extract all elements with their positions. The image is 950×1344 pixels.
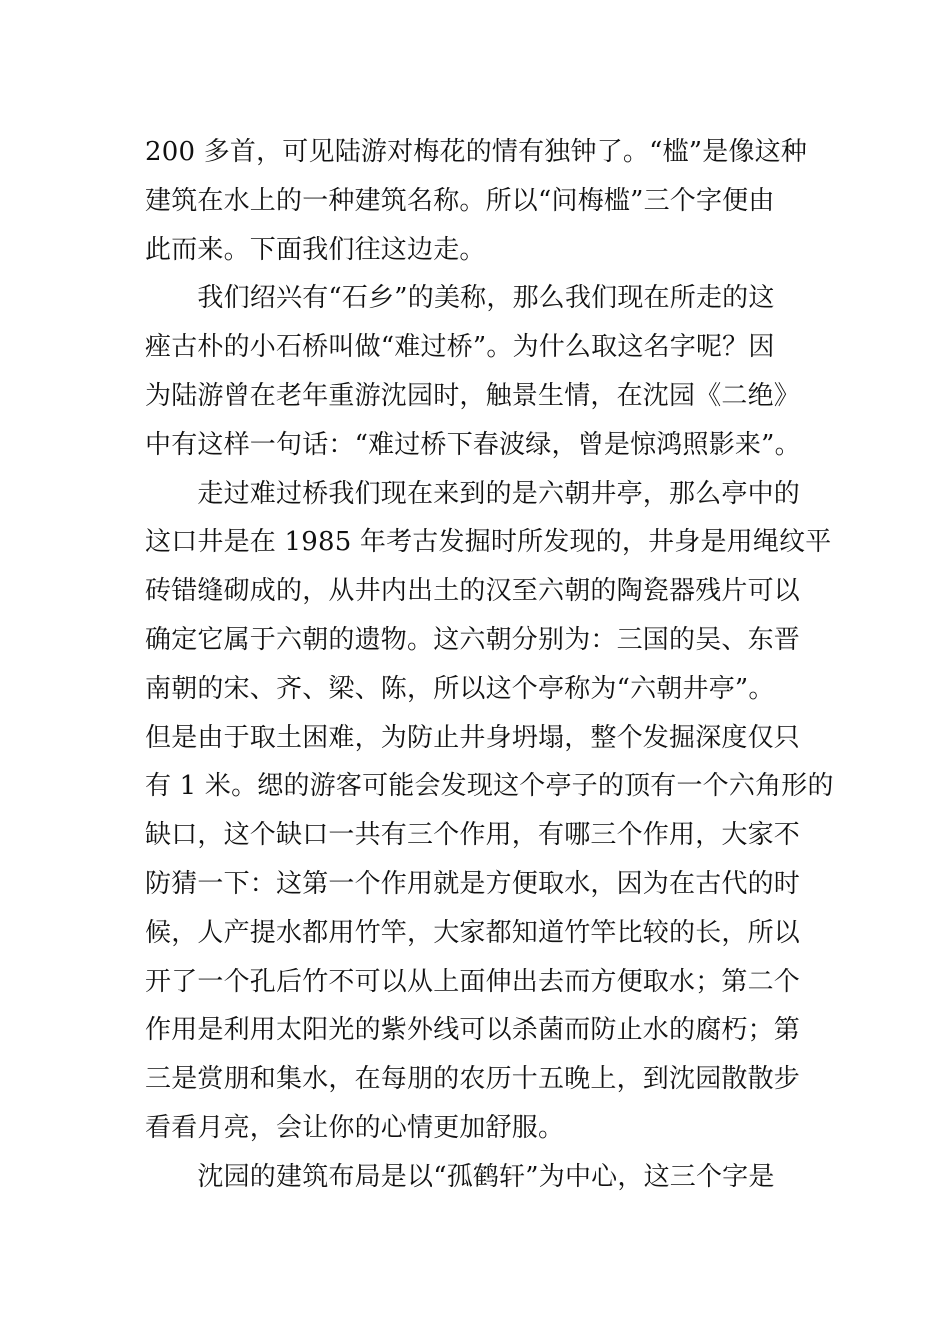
text-line: 此而来。下面我们往这边走。 (145, 234, 486, 265)
text-line: 但是由于取土困难，为防止井身坍塌，整个发掘深度仅只 (145, 722, 801, 753)
text-line: 走过难过桥我们现在来到的是六朝井亭，那么亭中的 (145, 478, 801, 509)
text-line: 痤古朴的小石桥叫做“难过桥”。为什么取这名字呢？因 (145, 332, 775, 363)
text-line: 南朝的宋、齐、梁、陈，所以这个亭称为“六朝井亭”。 (145, 673, 775, 704)
text-line: 建筑在水上的一种建筑名称。所以“问梅槛”三个字便由 (145, 185, 775, 216)
text-line: 200 多首，可见陆游对梅花的情有独钟了。“槛”是像这种 (145, 137, 808, 167)
paragraph-1 (145, 128, 809, 274)
body-text (145, 128, 834, 1202)
text-line: 防猜一下：这第一个作用就是方便取水，因为在古代的时 (145, 868, 801, 899)
text-line: 确定它属于六朝的遗物。这六朝分别为：三国的吴、东晋 (145, 624, 801, 655)
text-line: 三是赏朋和集水，在每朋的农历十五晚上，到沈园散散步 (145, 1064, 801, 1095)
text-line: 我们绍兴有“石乡”的美称，那么我们现在所走的这 (145, 283, 775, 314)
text-line: 中有这样一句话：“难过桥下春波绿，曾是惊鸿照影来”。 (145, 429, 801, 460)
text-line: 看看月亮，会让你的心情更加舒服。 (145, 1112, 565, 1143)
text-line: 砖错缝砌成的，从井内出土的汉至六朝的陶瓷器残片可以 (145, 576, 801, 607)
text-line: 为陆游曾在老年重游沈园时，触景生情，在沈园《二绝》 (145, 380, 801, 411)
text-line: 有 1 米。缌的游客可能会发现这个亭子的顶有一个六角形的 (145, 771, 834, 802)
text-line: 沈园的建筑布局是以“孤鹤轩”为中心，这三个字是 (145, 1161, 775, 1192)
paragraph-4 (145, 1153, 809, 1202)
text-line: 这口井是在 1985 年考古发掘时所发现的，井身是用绳纹平 (145, 527, 832, 558)
text-line: 作用是利用太阳光的紫外线可以杀菌而防止水的腐朽；第 (145, 1015, 801, 1046)
paragraph-2 (145, 274, 809, 469)
text-line: 缺口，这个缺口一共有三个作用，有哪三个作用，大家不 (145, 820, 801, 851)
paragraph-3 (145, 470, 834, 1153)
text-line: 候，人产提水都用竹竿，大家都知道竹竿比较的长，所以 (145, 917, 801, 948)
text-line: 开了一个孔后竹不可以从上面伸出去而方便取水；第二个 (145, 966, 801, 997)
